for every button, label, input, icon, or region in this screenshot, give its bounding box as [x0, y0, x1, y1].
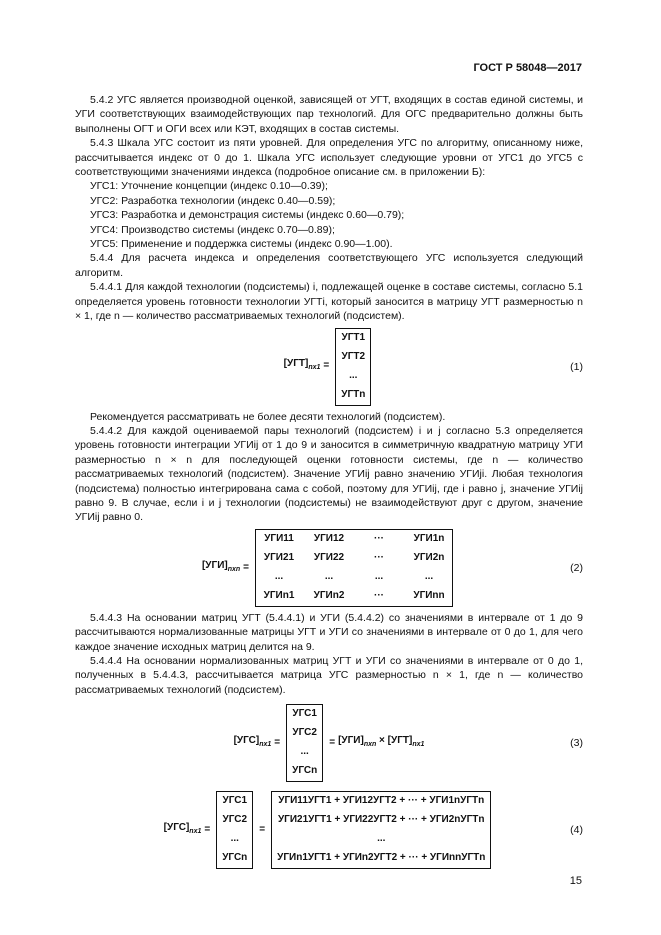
- matrix: [286, 704, 323, 782]
- matrix: [216, 791, 253, 869]
- matrix-cell: УГИ1n: [413, 533, 445, 545]
- formula-2: $[УГИ]_{nxn}$ = УГИ11 УГИ12 ··· УГИ1n УГИ21 УГИ22 ··· УГИ2n ... ... ... ... УГИn1 УГИn2 ··· УГИnn (2): [75, 525, 583, 611]
- matrix-cell: ···: [374, 533, 385, 545]
- matrix-name: [УГИ]: [201, 559, 228, 571]
- formula-3: $[УГС]_{nx1}$ = УГС1 УГС2 ... УГСn = $[УГИ]_{nxn} \times [УГТ]_{nx1}$ (3): [75, 701, 583, 785]
- matrix: [335, 328, 371, 406]
- matrix-name: [УГС]: [233, 734, 260, 746]
- paragraph-5-4-4-3: 5.4.4.3 На основании матриц УГТ (5.4.4.1) и УГИ (5.4.4.2) со значениями в интервале от 1 до 9 рассчитываются нормализованные матрицы УГТ и УГИ со значениями в интервале от 0 до 1, для чего каждое значение исходных матриц делится на 9.: [75, 611, 583, 653]
- formula-4: $[УГС]_{nx1}$ = УГС1 УГС2 ... УГСn = УГИ11УГТ1 + УГИ12УГТ2 + ··· + УГИ1nУГТn УГИ21УГТ1 + УГИ22УГТ2 + ··· + УГИ2nУГТn ... УГИn1УГТ1 + УГИn2УГТ2 + ··· + УГИnnУГТn (4): [75, 789, 583, 871]
- paragraph-5-4-4-4: 5.4.4.4 На основании нормализованных матриц УГТ и УГИ со значениями в интервале от 0 до 1, полученных в 5.4.4.3, рассчитывается матрица УГС размерностью n × 1, где n — количество рассматриваемых технологий (подсистем).: [75, 654, 583, 696]
- matrix-dimension: nxn: [227, 565, 241, 573]
- matrix-name: [УГТ]: [283, 358, 309, 370]
- matrix-dimension: nx1: [308, 364, 321, 372]
- matrix-row: [261, 549, 447, 568]
- formula-number: (2): [570, 561, 583, 574]
- list-item: УГС2: Разработка технологии (индекс 0.40—0.59);: [90, 194, 336, 207]
- formula-lhs: [202, 559, 240, 577]
- list-item: УГС1: Уточнение концепции (индекс 0.10—0.39);: [90, 180, 328, 193]
- matrix-dimension: nxn: [363, 740, 377, 748]
- matrix-cell: УГИn1: [263, 590, 295, 602]
- page-number: 15: [569, 875, 582, 887]
- matrix-row: УГС1: [222, 795, 248, 807]
- matrix-row: [261, 530, 447, 549]
- matrix-row: ...: [349, 369, 358, 381]
- matrix-cell: ···: [374, 552, 385, 564]
- times-sign: ×: [379, 734, 385, 746]
- list-item: УГС4: Производство системы (индекс 0.70—0.89);: [90, 223, 335, 236]
- matrix-cell: УГИ2n: [413, 552, 445, 564]
- formula-rhs: [338, 734, 424, 752]
- matrix-cell: УГИnn: [413, 590, 445, 602]
- formula-lhs: [234, 734, 272, 752]
- matrix-row: ...: [300, 746, 309, 758]
- matrix-cell: УГИn2: [313, 590, 345, 602]
- matrix-row: УГТn: [341, 388, 366, 400]
- matrix-dimension: nx1: [412, 740, 425, 748]
- matrix: [271, 791, 491, 869]
- matrix-cell: УГИ12: [313, 533, 345, 545]
- matrix-name: [УГТ]: [387, 734, 413, 746]
- matrix-row: УГСn: [292, 765, 318, 777]
- matrix-cell: УГИ22: [313, 552, 345, 564]
- formula-number: (1): [570, 360, 583, 373]
- document-id: ГОСТ Р 58048—2017: [473, 62, 582, 74]
- matrix-row: [261, 587, 447, 606]
- matrix-row: ...: [230, 833, 239, 845]
- matrix-cell: ···: [374, 590, 385, 602]
- matrix-row: УГС2: [222, 814, 248, 826]
- formula-lhs: [164, 821, 202, 839]
- matrix-row: УГИn1УГТ1 + УГИn2УГТ2 + ··· + УГИnnУГТn: [277, 852, 486, 864]
- formula-number: (4): [570, 823, 583, 836]
- paragraph-5-4-4: 5.4.4 Для расчета индекса и определения соответствующего УГС используется следующий алгоритм.: [75, 252, 583, 279]
- level-list: [75, 179, 583, 251]
- recommendation: Рекомендуется рассматривать не более десяти технологий (подсистем).: [90, 410, 446, 423]
- matrix-name: [УГИ]: [338, 734, 364, 746]
- matrix-cell: УГИ21: [263, 552, 295, 564]
- paragraph-5-4-3: 5.4.3 Шкала УГС состоит из пяти уровней. Для определения УГС по алгоритму, описанному ниже, рассчитывается индекс от 0 до 1. Шкала УГС использует следующие уровни от УГС1 до УГС5 с соответствующими значениями индекса (подробное описание см. в приложении Б):: [75, 137, 583, 179]
- matrix-cell: УГИ11: [264, 533, 294, 545]
- page-body: [75, 93, 583, 871]
- paragraph-5-4-2: 5.4.2 УГС является производной оценкой, зависящей от УГТ, входящих в состав единой системы, и УГИ соответствующих взаимодействующих пар технологий. Для ОГС предварительно должны быть выполнены ОГТ и ОГИ всех или КЭТ, входящих в состав системы.: [75, 94, 583, 135]
- formula-1: $[УГТ]_{nx1}$ = УГТ1 УГТ2 ... УГТn (1): [75, 326, 583, 408]
- matrix-cell: ...: [274, 571, 284, 583]
- matrix-row: ...: [377, 833, 386, 845]
- paragraph-5-4-4-1: 5.4.4.1 Для каждой технологии (подсистемы) i, подлежащей оценке в составе системы, согласно 5.1 определяется уровень готовности технологии УГТi, который заносится в матрицу УГТ размерностью n × 1, где n — количество рассматриваемых технологий (подсистем).: [75, 281, 583, 323]
- matrix-row: УГСn: [222, 852, 248, 864]
- matrix-row: УГС1: [292, 708, 317, 720]
- matrix-row: УГТ1: [341, 331, 366, 343]
- matrix-dimension: nx1: [259, 740, 272, 748]
- matrix-cell: ...: [324, 571, 334, 583]
- matrix-row: УГИ21УГТ1 + УГИ22УГТ2 + ··· + УГИ2nУГТn: [277, 814, 485, 826]
- list-item: УГС5: Применение и поддержка системы (индекс 0.90—1.00).: [90, 238, 393, 251]
- list-item: УГС3: Разработка и демонстрация системы (индекс 0.60—0.79);: [90, 209, 405, 222]
- formula-number: (3): [570, 736, 583, 749]
- paragraph-5-4-4-2: 5.4.4.2 Для каждой оцениваемой пары технологий (подсистем) i и j согласно 5.3 определяется уровень готовности интеграции УГИij от 1 до 9 и заносится в симметричную квадратную матрицу УГИ размерностью n × n для последующей оценки готовности системы, где n — количество рассматриваемых технологий (подсистем). Значение УГИij равно значению УГИji. Любая технология (подсистема) полностью интегрирована сама с собой, поэтому для УГИij, где i равно j, значение УГИij равно 9. В случае, если i и j технологии (подсистемы) не взаимодействуют друг с другом, значение УГИij равно 0.: [75, 424, 583, 524]
- matrix-dimension: nx1: [189, 827, 202, 835]
- matrix-row: УГИ11УГТ1 + УГИ12УГТ2 + ··· + УГИ1nУГТn: [278, 795, 485, 807]
- matrix-cell: ...: [374, 571, 384, 583]
- matrix-row: [261, 568, 447, 587]
- matrix-name: [УГС]: [163, 821, 190, 833]
- formula-lhs: [284, 357, 321, 375]
- matrix-row: УГТ2: [341, 350, 366, 362]
- matrix: [255, 529, 453, 607]
- matrix-row: УГС2: [292, 727, 317, 739]
- matrix-cell: ...: [424, 571, 434, 583]
